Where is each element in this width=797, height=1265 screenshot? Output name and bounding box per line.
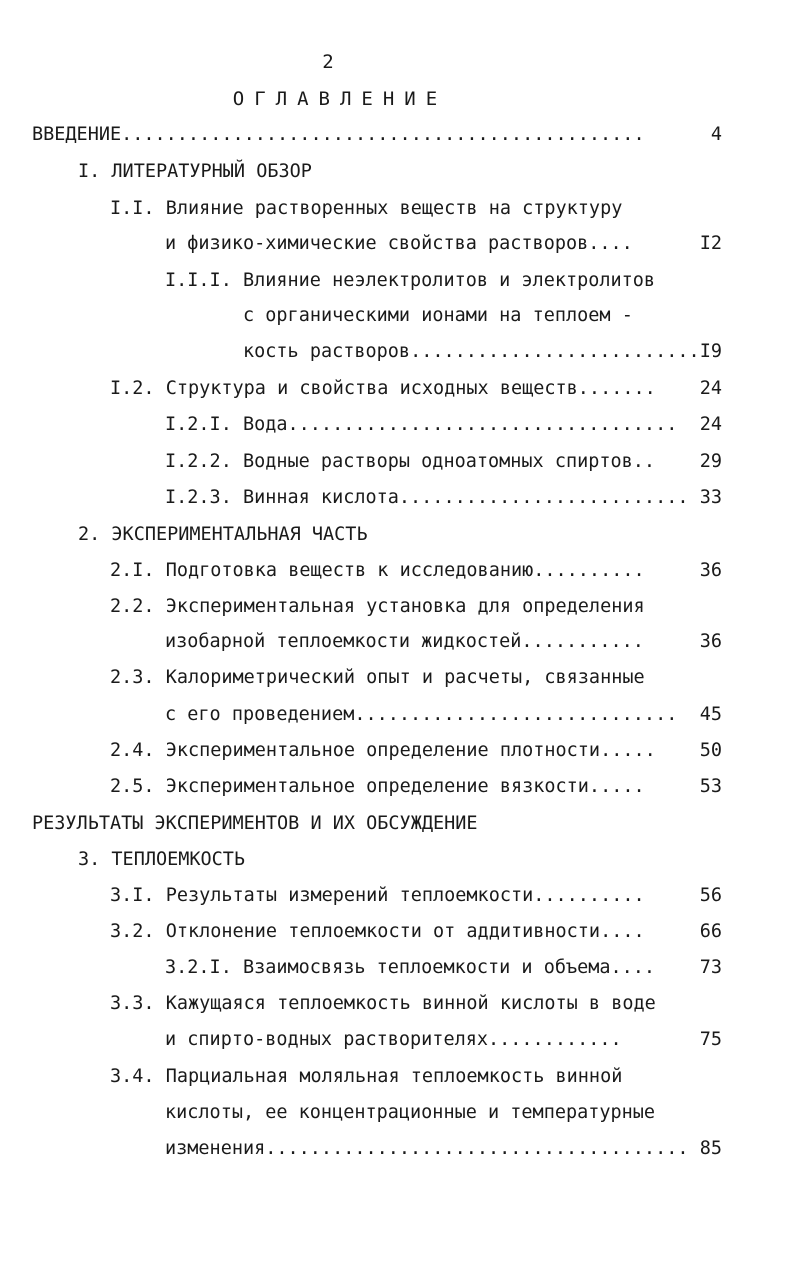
toc-entry-text: 2.I. Подготовка веществ к исследованию.......... bbox=[110, 560, 645, 581]
toc-entry-text: 3. ТЕПЛОЕМКОСТЬ bbox=[78, 849, 246, 870]
toc-entry-text: 2.2. Экспериментальная установка для определения bbox=[110, 596, 645, 617]
toc-entry-page: 56 bbox=[699, 885, 722, 906]
toc-entry-text: ВВЕДЕНИЕ............................................... bbox=[32, 124, 645, 145]
toc-entry-page: 4 bbox=[710, 124, 722, 145]
toc-entry-text: 3.3. Кажущаяся теплоемкость винной кислоты в воде bbox=[110, 993, 656, 1014]
toc-entry-text: изменения...................................... bbox=[165, 1138, 689, 1159]
page-number: 2 bbox=[322, 51, 334, 73]
toc-entry-text: 2.5. Экспериментальное определение вязкости..... bbox=[110, 776, 645, 797]
toc-entry-text: 3.2.I. Взаимосвязь теплоемкости и объема.... bbox=[165, 957, 656, 978]
toc-entry-page: 53 bbox=[699, 776, 722, 797]
toc-entry-page: 36 bbox=[699, 560, 722, 581]
toc-entry-page: I2 bbox=[699, 233, 722, 254]
toc-entry-text: I.I.I. Влияние неэлектролитов и электролитов bbox=[165, 270, 656, 291]
toc-entry-text: и спирто-водных растворителях............ bbox=[165, 1029, 622, 1050]
toc-entry-page: 36 bbox=[699, 631, 722, 652]
toc-entry-text: 2.3. Калориметрический опыт и расчеты, связанные bbox=[110, 667, 645, 688]
toc-entry-text: изобарной теплоемкости жидкостей........... bbox=[165, 631, 644, 652]
toc-entry-page: 24 bbox=[699, 378, 722, 399]
toc-entry-text: с его проведением............................. bbox=[165, 704, 678, 725]
toc-entry-text: кость растворов.......................... bbox=[243, 341, 700, 362]
toc-entry-text: I.2.3. Винная кислота.......................... bbox=[165, 487, 689, 508]
toc-entry-text: 2.4. Экспериментальное определение плотности..... bbox=[110, 740, 656, 761]
toc-entry-text: I. ЛИТЕРАТУРНЫЙ ОБЗОР bbox=[78, 161, 312, 182]
toc-entry-page: 50 bbox=[699, 740, 722, 761]
toc-entry-text: I.2.I. Вода................................... bbox=[165, 414, 678, 435]
toc-entry-page: 73 bbox=[699, 957, 722, 978]
toc-entry-text: I.2.2. Водные растворы одноатомных спиртов.. bbox=[165, 451, 656, 472]
toc-entry-text: I.I. Влияние растворенных веществ на структуру bbox=[110, 198, 623, 219]
toc-entry-text: 3.4. Парциальная моляльная теплоемкость винной bbox=[110, 1066, 623, 1087]
toc-entry-text: I.2. Структура и свойства исходных веществ....... bbox=[110, 378, 656, 399]
toc-entry-text: и физико-химические свойства растворов.... bbox=[165, 233, 633, 254]
toc-entry-text: 2. ЭКСПЕРИМЕНТАЛЬНАЯ ЧАСТЬ bbox=[78, 524, 368, 545]
toc-entry-text: с органическими ионами на теплоем - bbox=[243, 305, 633, 326]
toc-entry-page: 66 bbox=[699, 921, 722, 942]
toc-entry-text: 3.I. Результаты измерений теплоемкости.......... bbox=[110, 885, 645, 906]
toc-entry-text: кислоты, ее концентрационные и температурные bbox=[165, 1102, 656, 1123]
toc-entry-page: 45 bbox=[699, 704, 722, 725]
toc-entry-text: РЕЗУЛЬТАТЫ ЭКСПЕРИМЕНТОВ И ИХ ОБСУЖДЕНИЕ bbox=[32, 813, 478, 834]
toc-entry-text: 3.2. Отклонение теплоемкости от аддитивности.... bbox=[110, 921, 645, 942]
toc-entry-page: I9 bbox=[699, 341, 722, 362]
toc-entry-page: 85 bbox=[699, 1138, 722, 1159]
toc-entry-page: 33 bbox=[699, 487, 722, 508]
toc-heading: ОГЛАВЛЕНИЕ bbox=[232, 88, 448, 110]
toc-entry-page: 29 bbox=[699, 451, 722, 472]
toc-entry-page: 24 bbox=[699, 414, 722, 435]
toc-entry-page: 75 bbox=[699, 1029, 722, 1050]
